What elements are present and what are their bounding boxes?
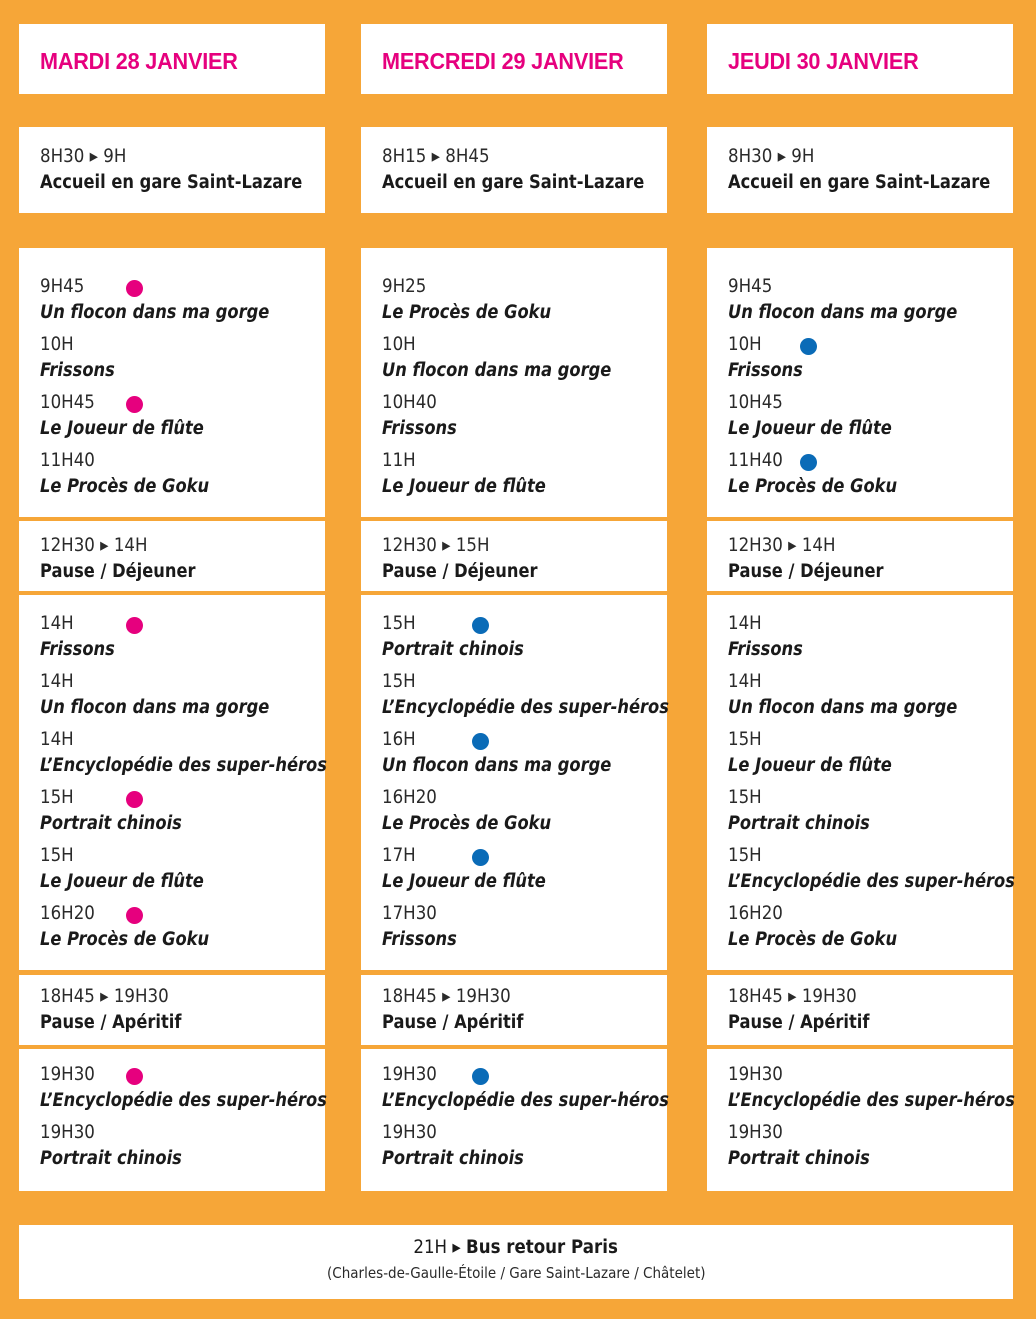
session-time: 11H40 [728,448,1013,474]
blue-dot-icon [800,454,817,471]
time-slot: 8H30 ▸ 9H [728,146,815,167]
lunch-break [361,521,667,591]
pink-dot-icon [126,791,143,808]
session-time: 19H30 [382,1062,667,1088]
day-header [19,24,325,94]
session-time: 17H [382,843,667,869]
session-title: Portrait chinois [382,639,524,660]
time-slot: 18H45 ▸ 19H30 [40,986,169,1007]
bus-return-line [19,1235,1013,1261]
session-title: Un flocon dans ma gorge [382,360,612,381]
session-time: 16H20 [382,787,437,808]
session-title: Un flocon dans ma gorge [728,302,958,323]
session-title: L’Encyclopédie des super-héros [40,1090,327,1111]
session-item [40,669,325,727]
session-item [40,274,325,332]
list-item [382,533,667,591]
bus-return-box [19,1225,1013,1299]
session-time: 14H [40,611,325,637]
pink-dot-icon [126,907,143,924]
session-title: Portrait chinois [382,1148,524,1169]
session-time: 10H [728,332,1013,358]
session-item [40,1120,325,1178]
session-title: Le Procès de Goku [40,476,210,497]
session-time: 10H45 [728,392,783,413]
session-time: 10H40 [382,392,437,413]
session-time: 19H30 [40,1062,325,1088]
afternoon-sessions [361,595,667,970]
session-time: 15H [728,787,762,808]
session-time: 10H [382,334,416,355]
session-item [728,274,1013,332]
session-time: 10H45 [40,390,325,416]
session-item [40,785,325,843]
pink-dot-icon [126,396,143,413]
session-item [382,611,667,669]
day-title: MARDI 28 JANVIER [40,48,238,74]
time-slot: 12H30 ▸ 15H [382,535,490,556]
bus-stops: (Charles-de-Gaulle-Étoile / Gare Saint-Lazare / Châtelet) [326,1264,706,1282]
session-item [382,727,667,785]
session-time: 16H [382,727,667,753]
list-item [728,984,1013,1042]
welcome-box [707,127,1013,213]
session-time: 15H [40,785,325,811]
list-item [728,144,1013,202]
session-time: 19H30 [40,1122,95,1143]
list-item [40,984,325,1042]
time-slot: 18H45 ▸ 19H30 [728,986,857,1007]
session-item [728,448,1013,506]
session-title: Frissons [382,929,457,950]
session-time: 14H [728,671,762,692]
blue-dot-icon [472,1068,489,1085]
list-item [40,144,325,202]
blue-dot-icon [800,338,817,355]
session-time: 15H [382,671,416,692]
session-item [382,1062,667,1120]
pink-dot-icon [126,1068,143,1085]
session-title: Un flocon dans ma gorge [40,697,270,718]
session-item [40,448,325,506]
session-item [382,390,667,448]
session-title: Le Procès de Goku [382,302,552,323]
session-title: L’Encyclopédie des super-héros [728,1090,1015,1111]
session-title: Un flocon dans ma gorge [382,755,612,776]
break-label: Pause / Déjeuner [382,561,538,582]
session-time: 11H [382,450,416,471]
lunch-break [707,521,1013,591]
time-slot: 12H30 ▸ 14H [728,535,836,556]
welcome-box [361,127,667,213]
session-item [382,901,667,959]
session-title: Le Joueur de flûte [728,418,892,439]
session-title: Un flocon dans ma gorge [728,697,958,718]
session-title: Le Joueur de flûte [382,871,546,892]
morning-sessions [707,248,1013,517]
session-title: Le Joueur de flûte [382,476,546,497]
session-time: 14H [728,613,762,634]
session-title: Le Procès de Goku [728,929,898,950]
session-title: L’Encyclopédie des super-héros [40,755,327,776]
session-title: Frissons [40,360,115,381]
time-slot: 8H15 ▸ 8H45 [382,146,490,167]
session-title: Frissons [40,639,115,660]
morning-sessions [361,248,667,517]
event-label: Accueil en gare Saint-Lazare [382,172,645,193]
bus-time: 21H ▸ [413,1237,462,1258]
session-time: 15H [728,729,762,750]
session-time: 19H30 [728,1064,783,1085]
session-time: 9H45 [40,274,325,300]
session-item [40,390,325,448]
session-item [382,785,667,843]
day-header [361,24,667,94]
session-item [728,390,1013,448]
session-time: 9H25 [382,276,427,297]
session-title: L’Encyclopédie des super-héros [382,697,669,718]
session-title: Portrait chinois [40,813,182,834]
pink-dot-icon [126,617,143,634]
welcome-box [19,127,325,213]
session-item [382,448,667,506]
evening-sessions [361,1049,667,1191]
session-item [40,727,325,785]
session-title: Le Joueur de flûte [40,871,204,892]
aperitif-break [361,975,667,1045]
session-title: Le Procès de Goku [728,476,898,497]
session-item [40,332,325,390]
session-time: 9H45 [728,276,773,297]
session-item [728,332,1013,390]
session-time: 14H [40,729,74,750]
event-label: Accueil en gare Saint-Lazare [40,172,303,193]
session-item [40,611,325,669]
afternoon-sessions [707,595,1013,970]
session-item [728,785,1013,843]
day-header [707,24,1013,94]
session-time: 11H40 [40,450,95,471]
evening-sessions [707,1049,1013,1191]
blue-dot-icon [472,617,489,634]
session-item [40,843,325,901]
session-item [382,332,667,390]
list-item [382,984,667,1042]
session-item [382,274,667,332]
session-time: 19H30 [382,1122,437,1143]
session-item [382,669,667,727]
session-title: Un flocon dans ma gorge [40,302,270,323]
aperitif-break [707,975,1013,1045]
session-item [728,1062,1013,1120]
session-time: 15H [728,845,762,866]
bus-label: Bus retour Paris [466,1237,619,1258]
break-label: Pause / Déjeuner [728,561,884,582]
session-time: 16H20 [728,903,783,924]
blue-dot-icon [472,849,489,866]
session-item [40,1062,325,1120]
session-title: Le Procès de Goku [382,813,552,834]
aperitif-break [19,975,325,1045]
blue-dot-icon [472,733,489,750]
session-title: Frissons [382,418,457,439]
lunch-break [19,521,325,591]
list-item [40,533,325,591]
afternoon-sessions [19,595,325,970]
session-item [40,901,325,959]
session-title: Le Joueur de flûte [728,755,892,776]
morning-sessions [19,248,325,517]
session-time: 19H30 [728,1122,783,1143]
session-item [728,727,1013,785]
break-label: Pause / Apéritif [40,1012,182,1033]
session-time: 14H [40,671,74,692]
session-time: 15H [40,845,74,866]
list-item [728,533,1013,591]
session-title: Portrait chinois [728,813,870,834]
time-slot: 8H30 ▸ 9H [40,146,127,167]
session-item [382,843,667,901]
break-label: Pause / Apéritif [728,1012,870,1033]
session-item [728,669,1013,727]
session-title: Frissons [728,360,803,381]
session-time: 16H20 [40,901,325,927]
session-title: Le Joueur de flûte [40,418,204,439]
session-item [382,1120,667,1178]
pink-dot-icon [126,280,143,297]
time-slot: 12H30 ▸ 14H [40,535,148,556]
session-title: L’Encyclopédie des super-héros [382,1090,669,1111]
day-title: JEUDI 30 JANVIER [728,48,919,74]
session-title: Le Procès de Goku [40,929,210,950]
session-item [728,843,1013,901]
session-title: L’Encyclopédie des super-héros [728,871,1015,892]
time-slot: 18H45 ▸ 19H30 [382,986,511,1007]
session-item [728,1120,1013,1178]
event-label: Accueil en gare Saint-Lazare [728,172,991,193]
break-label: Pause / Apéritif [382,1012,524,1033]
session-item [728,611,1013,669]
session-title: Portrait chinois [728,1148,870,1169]
session-time: 17H30 [382,903,437,924]
session-item [728,901,1013,959]
session-time: 15H [382,611,667,637]
day-title: MERCREDI 29 JANVIER [382,48,624,74]
session-title: Portrait chinois [40,1148,182,1169]
evening-sessions [19,1049,325,1191]
session-time: 10H [40,334,74,355]
list-item [382,144,667,202]
break-label: Pause / Déjeuner [40,561,196,582]
session-title: Frissons [728,639,803,660]
